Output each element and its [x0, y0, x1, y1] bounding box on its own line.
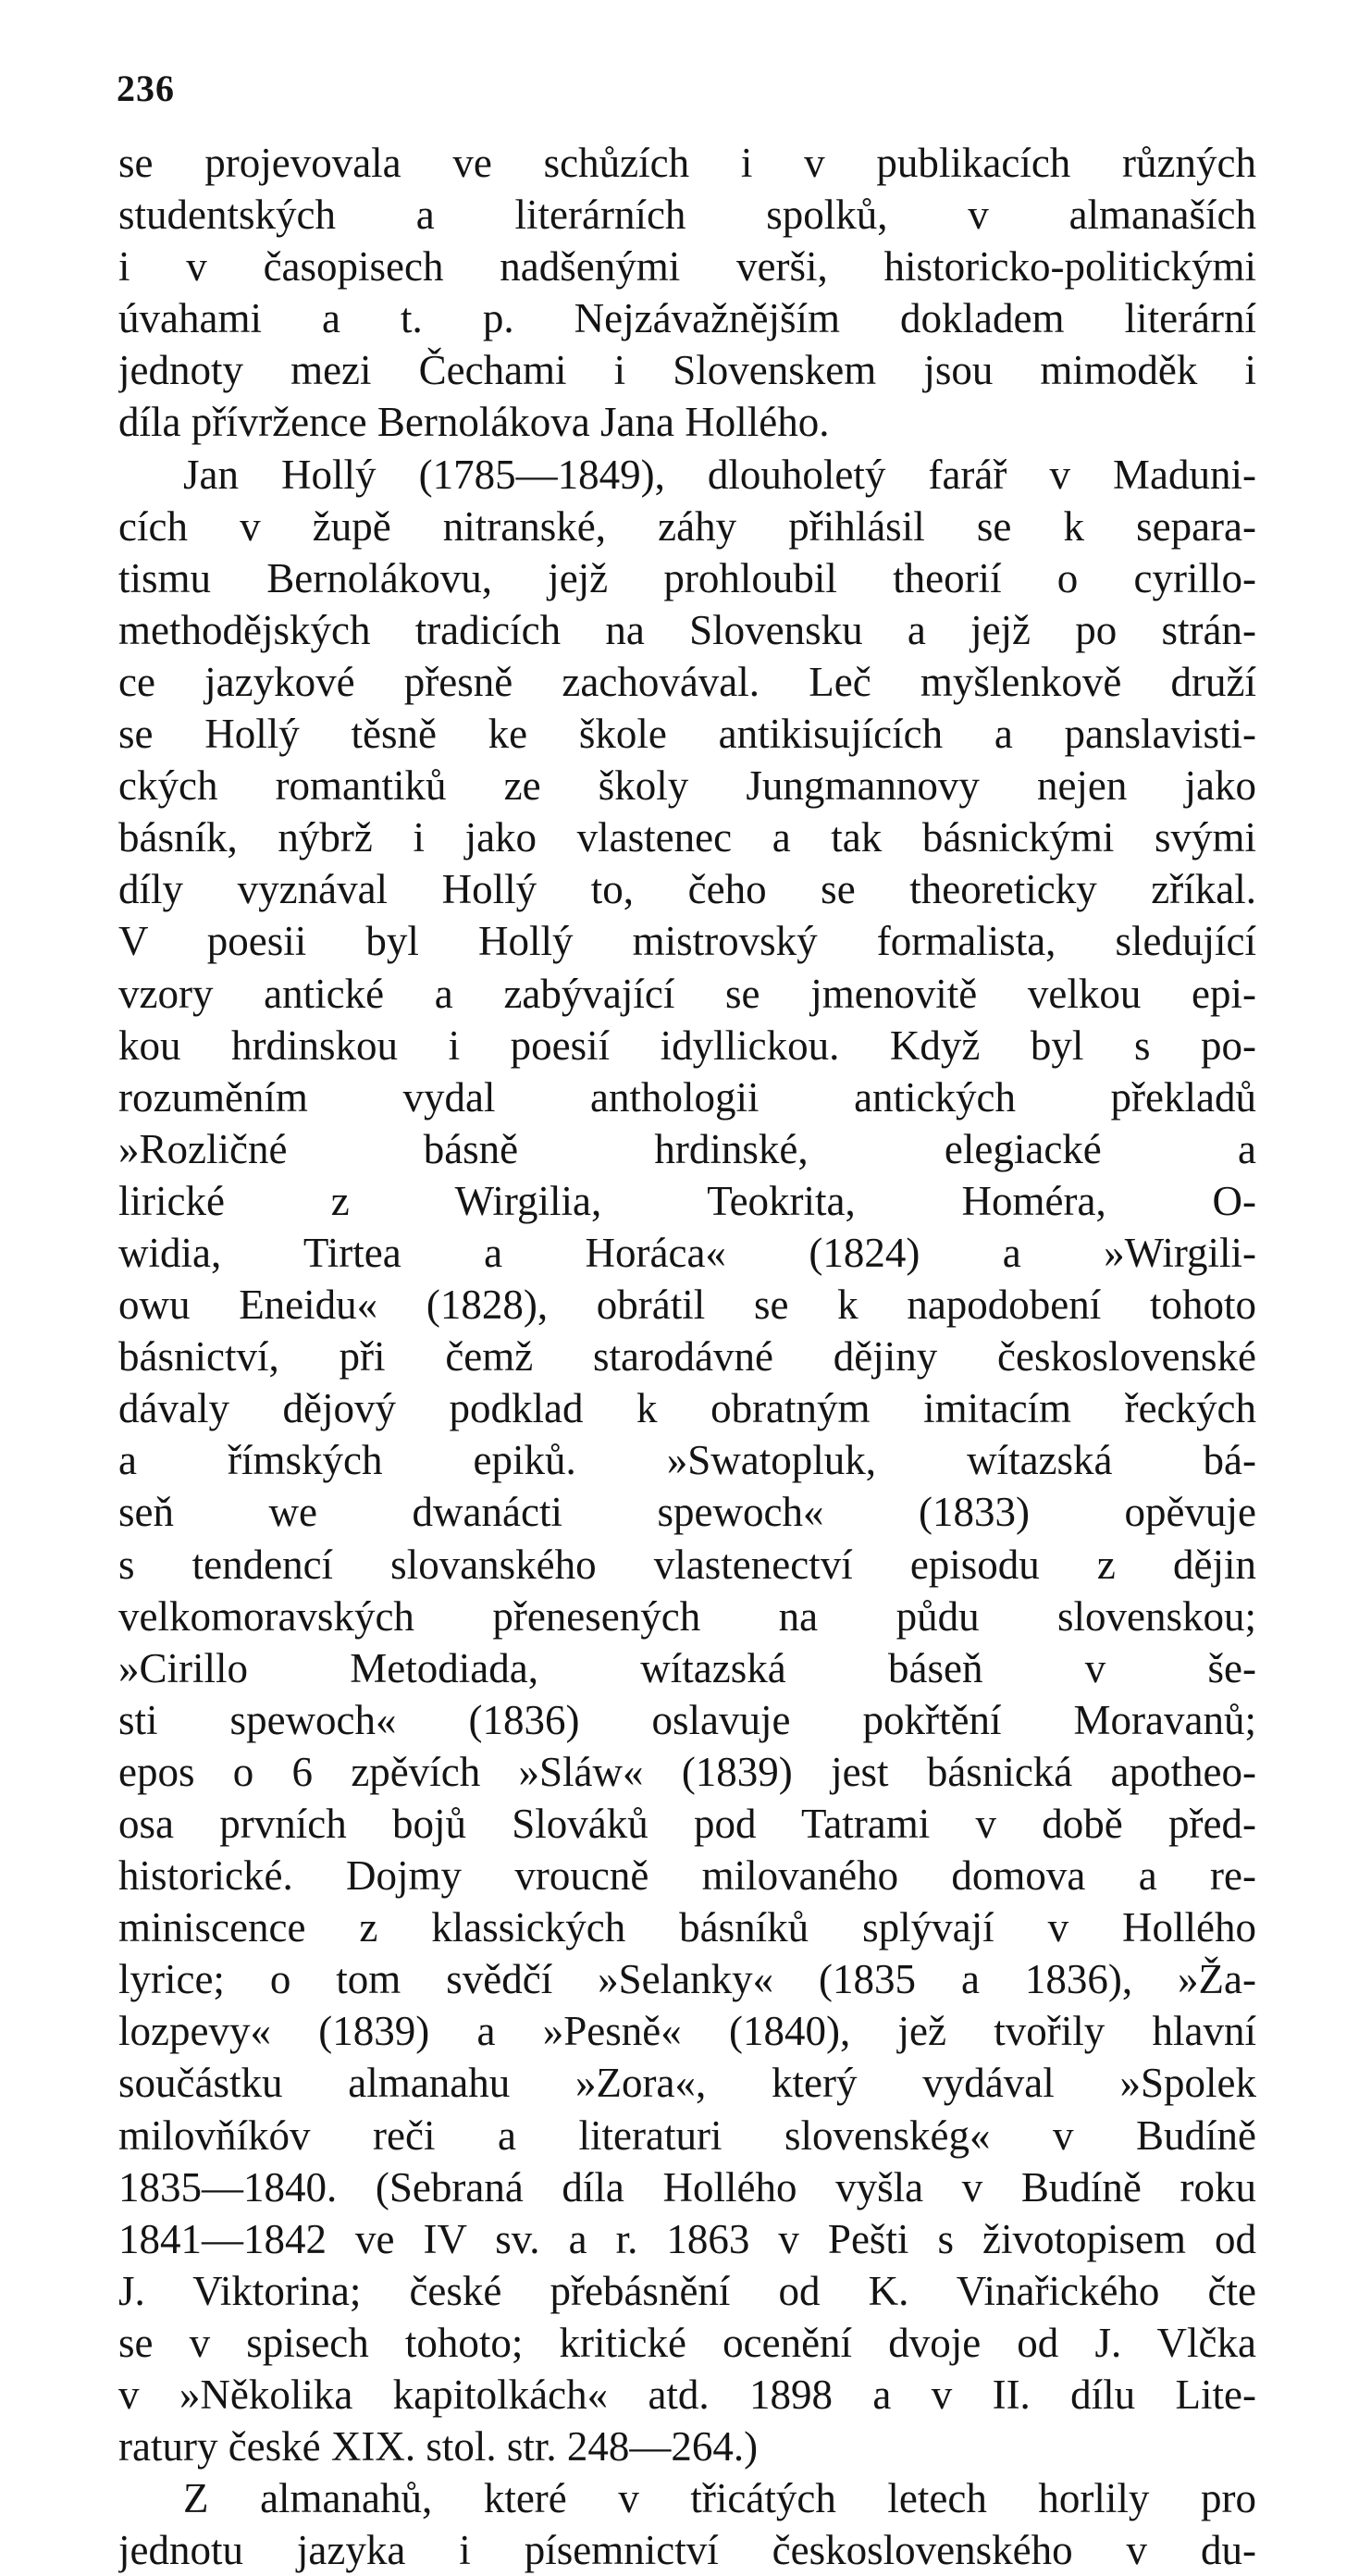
text-line: ce jazykové přesně zachovával. Leč myšlenkově druží	[118, 658, 1256, 705]
text-line: osa prvních bojů Slováků pod Tatrami v době před-	[118, 1801, 1256, 1847]
text-line: s tendencí slovanského vlastenectví episodu z dějin	[118, 1541, 1256, 1588]
text-line: rozuměním vydal anthologii antických překladů	[118, 1073, 1256, 1121]
text-line: ratury české XIX. stol. str. 248—264.)	[118, 2423, 759, 2471]
text-line: básník, nýbrž i jako vlastenec a tak básnickými svými	[118, 814, 1256, 861]
text-line: J. Viktorina; české přebásnění od K. Vinařického čte	[118, 2267, 1256, 2314]
text-line: velkomoravských přenesených na půdu slovenskou;	[118, 1592, 1256, 1640]
page-number: 236	[117, 68, 175, 109]
text-line: lozpevy« (1839) a »Pesně« (1840), jež tvořily hlavní	[118, 2008, 1256, 2055]
text-line: Z almanahů, které v třicátých letech horlily pro	[183, 2475, 1256, 2522]
text-line: studentských a literárních spolků, v almanaších	[118, 192, 1256, 239]
text-line: »Cirillo Metodiada, wítazská báseň v še-	[118, 1644, 1256, 1691]
text-line: V poesii byl Hollý mistrovský formalista, sledující	[118, 918, 1256, 965]
text-line: 1841—1842 ve IV sv. a r. 1863 v Pešti s životopisem od	[118, 2215, 1256, 2262]
text-line: se projevovala ve schůzích i v publikacích různých	[118, 140, 1256, 186]
text-line: se v spisech tohoto; kritické ocenění dvoje od J. Vlčka	[118, 2319, 1256, 2366]
text-line: ckých romantiků ze školy Jungmannovy nejen jako	[118, 762, 1256, 810]
text-line: miniscence z klassických básníků splývají v Hollého	[118, 1904, 1256, 1951]
text-line: jednoty mezi Čechami i Slovenskem jsou mimoděk i	[118, 347, 1256, 394]
text-line: kou hrdinskou i poesií idyllickou. Když byl s po-	[118, 1022, 1256, 1069]
text-line: jednotu jazyka i písemnictví československého v du-	[118, 2527, 1256, 2574]
text-line: se Hollý těsně ke škole antikisujících a panslavisti-	[118, 711, 1256, 758]
body-text	[118, 137, 1256, 2576]
text-line: historické. Dojmy vroucně milovaného domova a re-	[118, 1852, 1256, 1900]
text-line: díly vyznával Hollý to, čeho se theoreticky zříkal.	[118, 866, 1256, 913]
text-line: díla přívržence Bernolákova Jana Hollého.	[118, 399, 830, 446]
text-line: úvahami a t. p. Nejzávažnějším dokladem literární	[118, 295, 1256, 342]
text-line: v »Několika kapitolkách« atd. 1898 a v II. dílu Lite-	[118, 2372, 1256, 2419]
text-line: i v časopisech nadšenými verši, historicko-politickými	[118, 243, 1256, 291]
text-line: widia, Tirtea a Horáca« (1824) a »Wirgili-	[118, 1229, 1256, 1276]
text-line: básnictví, při čemž starodávné dějiny československé	[118, 1333, 1256, 1381]
text-line: a římských epiků. »Swatopluk, wítazská bá-	[118, 1437, 1256, 1484]
text-line: Jan Hollý (1785—1849), dlouholetý farář v Maduni-	[183, 451, 1256, 498]
text-line: owu Eneidu« (1828), obrátil se k napodobení tohoto	[118, 1282, 1256, 1329]
text-line: 1835—1840. (Sebraná díla Hollého vyšla v Budíně roku	[118, 2163, 1256, 2211]
text-line: cích v župě nitranské, záhy přihlásil se k separa-	[118, 502, 1256, 550]
text-line: sti spewoch« (1836) oslavuje pokřtění Moravanů;	[118, 1696, 1256, 1743]
text-line: methodějských tradicích na Slovensku a jejž po strán-	[118, 606, 1256, 653]
text-line: vzory antické a zabývající se jmenovitě velkou epi-	[118, 970, 1256, 1017]
text-line: tismu Bernolákovu, jejž prohloubil theorií o cyrillo-	[118, 554, 1256, 601]
text-line: seň we dwanácti spewoch« (1833) opěvuje	[118, 1489, 1256, 1536]
text-line: milovňíkóv reči a literaturi slovenskég« v Budíně	[118, 2112, 1256, 2159]
text-line: součástku almanahu »Zora«, který vydával »Spolek	[118, 2060, 1256, 2107]
text-line: epos o 6 zpěvích »Sláw« (1839) jest básnická apotheo-	[118, 1748, 1256, 1795]
text-line: lirické z Wirgilia, Teokrita, Homéra, O-	[118, 1177, 1256, 1224]
text-line: lyrice; o tom svědčí »Selanky« (1835 a 1836), »Ža-	[118, 1956, 1256, 2003]
text-line: dávaly dějový podklad k obratným imitacím řeckých	[118, 1385, 1256, 1432]
text-line: »Rozličné básně hrdinské, elegiacké a	[118, 1125, 1256, 1172]
